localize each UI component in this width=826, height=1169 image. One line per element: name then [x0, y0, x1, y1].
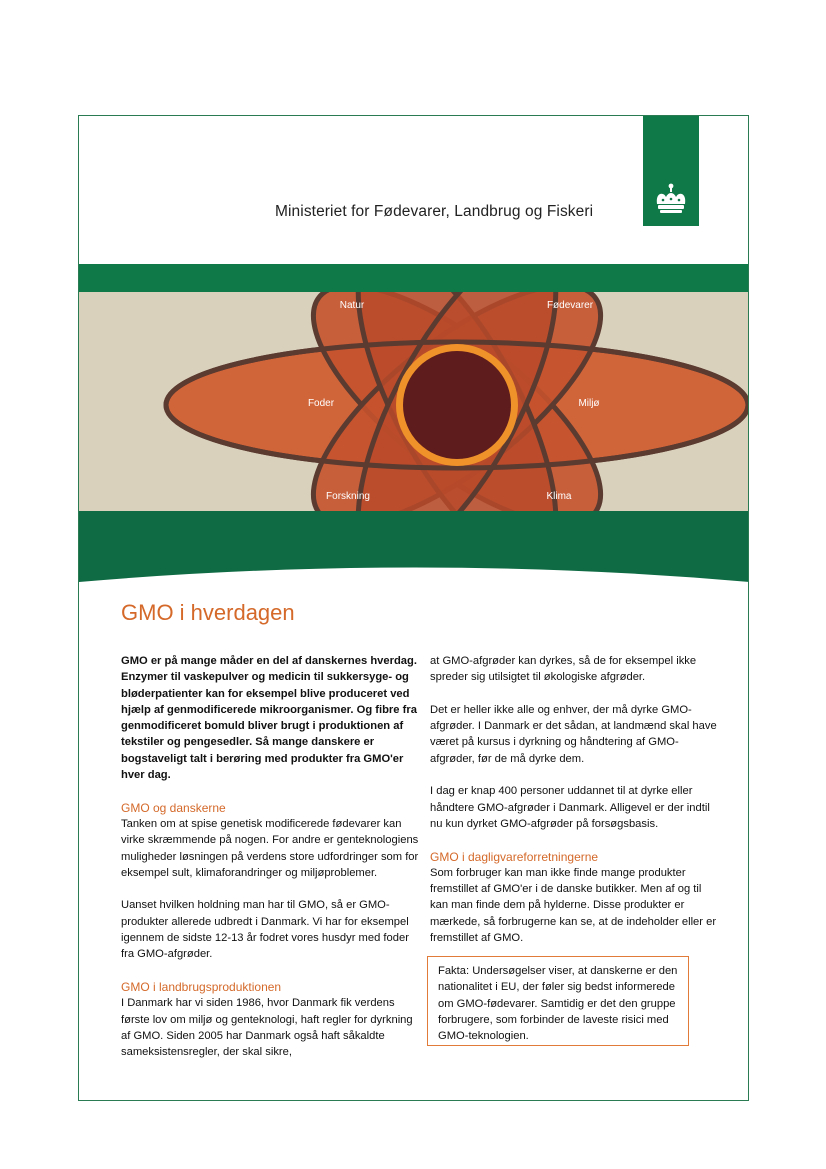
header-band	[79, 264, 749, 292]
label-foedevarer: Fødevarer	[546, 300, 594, 311]
label-natur: Natur	[339, 300, 365, 311]
left-column	[121, 653, 421, 1077]
crown-icon	[643, 116, 699, 226]
label-foder: Foder	[307, 398, 335, 409]
paragraph: Det er heller ikke alle og enhver, der må dyrke GMO-afgrøder. I Danmark er det sådan, at landmænd skal have været på kursus i dyrkning og håndtering af GMO-afgrøder, før de må dyrke dem.	[430, 703, 717, 765]
label-forskning: Forskning	[326, 491, 370, 502]
section-heading-landbrug: GMO i landbrugsproduktionen	[121, 979, 282, 994]
hero-illustration	[79, 292, 749, 511]
paragraph: Uanset hvilken holdning man har til GMO, så er GMO-produkter allerede udbredt i Danmark. Vi har for eksempel igennem de sidste 12-13 år fodret vores husdyr med foder fra GMO-afgrøder.	[121, 899, 409, 961]
label-klima: Klima	[546, 491, 572, 502]
section-heading-dagligvare: GMO i dagligvareforretningerne	[430, 849, 599, 864]
right-column	[430, 653, 720, 963]
ministry-logo	[643, 116, 699, 226]
fakta-box: Fakta: Undersøgelser viser, at danskerne er den nationalitet i EU, der føler sig bedst informerede om GMO-fødevarer. Samtidig er det den gruppe forbrugere, som forbinder de laveste risici med GMO-teknologien.	[427, 956, 689, 1046]
paragraph: Tanken om at spise genetisk modificerede fødevarer kan virke skræmmende på nogen. For andre er genteknologiens muligheder løsningen på verdens store udfordringer som for eksempel sult, klimaforandringer og miljøproblemer.	[121, 817, 419, 879]
page-frame	[78, 115, 749, 1101]
paragraph: at GMO-afgrøder kan dyrkes, så de for eksempel ikke spreder sig utilsigtet til økologiske afgrøder.	[430, 655, 697, 684]
ministry-name: Ministeriet for Fødevarer, Landbrug og Fiskeri	[275, 203, 594, 220]
section-heading-danskerne: GMO og danskerne	[121, 800, 226, 815]
intro-paragraph: GMO er på mange måder en del af danskernes hverdag. Enzymer til vaskepulver og medicin til sukkersyge- og bløderpatienter kan for eksempel blive produceret ved hjælp af genmodificerede mikroorganismer. Og fibre fra genmodificeret bomuld bliver brugt i produktionen af tekstiler og pengesedler. Så mange danskere er bogstaveligt talt i berøring med produkter fra GMO'er hver dag.	[121, 655, 417, 782]
page-title: GMO i hverdagen	[121, 600, 295, 625]
label-miljoe: Miljø	[578, 398, 600, 409]
paragraph: Som forbruger kan man ikke finde mange produkter fremstillet af GMO'er i de danske butikker. Men af og til kan man finde dem på hylderne. Disse produkter er mærkede, så forbrugerne kan se, at de indeholder eller er fremstillet af GMO.	[430, 866, 717, 945]
wave-band	[79, 511, 749, 591]
paragraph: I Danmark har vi siden 1986, hvor Danmark fik verdens første lov om miljø og genteknologi, haft regler for dyrkning af GMO. Siden 2005 har Danmark også haft såkaldte sameksistensregler, der skal sikre,	[121, 997, 413, 1059]
paragraph: I dag er knap 400 personer uddannet til at dyrke eller håndtere GMO-afgrøder i Danmark. Alligevel er der indtil nu kun dyrket GMO-afgrøder på forsøgsbasis.	[430, 785, 710, 830]
